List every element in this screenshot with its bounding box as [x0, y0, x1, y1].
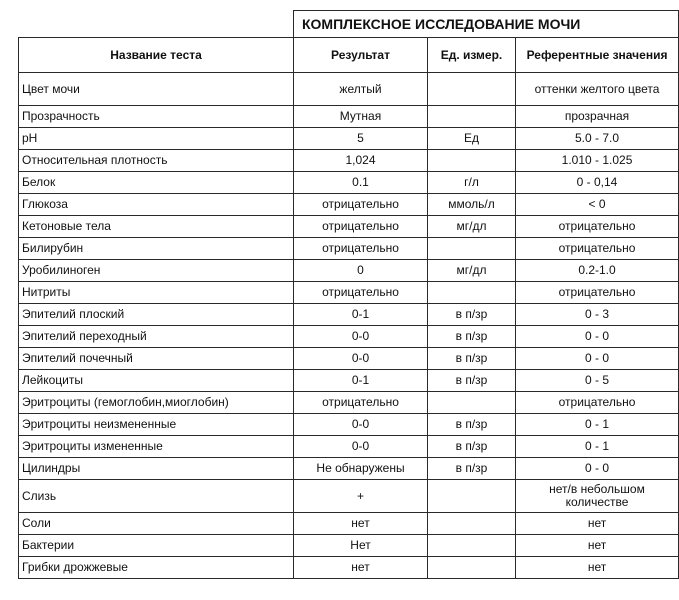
- table-row: [19, 73, 679, 106]
- test-unit: мг/дл: [428, 260, 516, 282]
- table-row: [19, 458, 679, 480]
- test-name: Кетоновые тела: [19, 216, 294, 238]
- test-name: Относительная плотность: [19, 150, 294, 172]
- table-row: [19, 194, 679, 216]
- test-name: Эпителий переходный: [19, 326, 294, 348]
- test-result: 0.1: [294, 172, 428, 194]
- test-reference: отрицательно: [516, 392, 679, 414]
- test-unit: в п/зр: [428, 326, 516, 348]
- test-unit: [428, 392, 516, 414]
- test-result: +: [294, 480, 428, 513]
- test-unit: г/л: [428, 172, 516, 194]
- test-unit: в п/зр: [428, 436, 516, 458]
- column-header-result: Результат: [294, 38, 428, 73]
- test-reference: 5.0 - 7.0: [516, 128, 679, 150]
- test-name: Слизь: [19, 480, 294, 513]
- test-name: Эритроциты измененные: [19, 436, 294, 458]
- test-name: Бактерии: [19, 535, 294, 557]
- test-name: Глюкоза: [19, 194, 294, 216]
- test-name: Эпителий почечный: [19, 348, 294, 370]
- document-title: КОМПЛЕКСНОЕ ИССЛЕДОВАНИЕ МОЧИ: [294, 11, 679, 38]
- test-result: Не обнаружены: [294, 458, 428, 480]
- test-reference: оттенки желтого цвета: [516, 73, 679, 106]
- test-result: 5: [294, 128, 428, 150]
- test-unit: в п/зр: [428, 458, 516, 480]
- test-name: pH: [19, 128, 294, 150]
- column-header-unit: Ед. измер.: [428, 38, 516, 73]
- table-row: [19, 282, 679, 304]
- table-row: [19, 392, 679, 414]
- table-row: [19, 513, 679, 535]
- test-unit: [428, 73, 516, 106]
- test-unit: [428, 238, 516, 260]
- test-reference: нет: [516, 513, 679, 535]
- table-row: [19, 480, 679, 513]
- test-reference: нет: [516, 535, 679, 557]
- test-result: отрицательно: [294, 392, 428, 414]
- table-row: [19, 128, 679, 150]
- test-name: Соли: [19, 513, 294, 535]
- table-row: [19, 414, 679, 436]
- test-result: нет: [294, 513, 428, 535]
- test-reference: 0 - 1: [516, 414, 679, 436]
- table-row: [19, 535, 679, 557]
- test-unit: мг/дл: [428, 216, 516, 238]
- test-result: 0-1: [294, 370, 428, 392]
- test-unit: в п/зр: [428, 304, 516, 326]
- test-name: Белок: [19, 172, 294, 194]
- test-reference: нет/в небольшом количестве: [516, 480, 679, 513]
- test-result: Нет: [294, 535, 428, 557]
- test-reference: 0 - 0,14: [516, 172, 679, 194]
- test-reference: 0 - 0: [516, 326, 679, 348]
- test-reference: отрицательно: [516, 216, 679, 238]
- test-result: желтый: [294, 73, 428, 106]
- title-row: [19, 11, 679, 38]
- test-name: Билирубин: [19, 238, 294, 260]
- table-row: [19, 172, 679, 194]
- test-unit: [428, 535, 516, 557]
- test-unit: Ед: [428, 128, 516, 150]
- test-name: Грибки дрожжевые: [19, 557, 294, 579]
- table-row: [19, 304, 679, 326]
- test-reference: 0 - 1: [516, 436, 679, 458]
- test-result: отрицательно: [294, 282, 428, 304]
- urinalysis-table: [18, 10, 679, 579]
- test-name: Нитриты: [19, 282, 294, 304]
- table-row: [19, 557, 679, 579]
- test-name: Цилиндры: [19, 458, 294, 480]
- table-row: [19, 260, 679, 282]
- test-result: 0-0: [294, 414, 428, 436]
- test-unit: [428, 150, 516, 172]
- test-unit: [428, 557, 516, 579]
- test-name: Прозрачность: [19, 106, 294, 128]
- table-row: [19, 348, 679, 370]
- test-name: Лейкоциты: [19, 370, 294, 392]
- test-result: 1,024: [294, 150, 428, 172]
- test-result: Мутная: [294, 106, 428, 128]
- table-row: [19, 370, 679, 392]
- test-name: Уробилиноген: [19, 260, 294, 282]
- table-row: [19, 106, 679, 128]
- test-unit: [428, 282, 516, 304]
- test-reference: отрицательно: [516, 282, 679, 304]
- test-reference: 0 - 5: [516, 370, 679, 392]
- test-result: 0: [294, 260, 428, 282]
- test-reference: прозрачная: [516, 106, 679, 128]
- test-name: Эритроциты неизмененные: [19, 414, 294, 436]
- test-unit: в п/зр: [428, 370, 516, 392]
- test-name: Эпителий плоский: [19, 304, 294, 326]
- test-unit: в п/зр: [428, 414, 516, 436]
- test-unit: в п/зр: [428, 348, 516, 370]
- test-result: нет: [294, 557, 428, 579]
- test-reference: нет: [516, 557, 679, 579]
- column-header-reference: Референтные значения: [516, 38, 679, 73]
- test-name: Цвет мочи: [19, 73, 294, 106]
- test-unit: ммоль/л: [428, 194, 516, 216]
- test-reference: < 0: [516, 194, 679, 216]
- test-result: отрицательно: [294, 194, 428, 216]
- table-row: [19, 216, 679, 238]
- test-result: отрицательно: [294, 238, 428, 260]
- test-result: 0-0: [294, 348, 428, 370]
- column-header-name: Название теста: [19, 38, 294, 73]
- table-row: [19, 326, 679, 348]
- test-reference: 0 - 0: [516, 458, 679, 480]
- table-row: [19, 150, 679, 172]
- test-unit: [428, 480, 516, 513]
- test-reference: 1.010 - 1.025: [516, 150, 679, 172]
- test-reference: 0.2-1.0: [516, 260, 679, 282]
- test-reference: 0 - 3: [516, 304, 679, 326]
- test-unit: [428, 513, 516, 535]
- test-result: 0-0: [294, 436, 428, 458]
- column-header-row: [19, 38, 679, 73]
- table-row: [19, 238, 679, 260]
- test-unit: [428, 106, 516, 128]
- title-spacer: [19, 11, 294, 38]
- test-result: 0-1: [294, 304, 428, 326]
- test-reference: отрицательно: [516, 238, 679, 260]
- table-row: [19, 436, 679, 458]
- test-name: Эритроциты (гемоглобин,миоглобин): [19, 392, 294, 414]
- test-result: 0-0: [294, 326, 428, 348]
- test-reference: 0 - 0: [516, 348, 679, 370]
- test-result: отрицательно: [294, 216, 428, 238]
